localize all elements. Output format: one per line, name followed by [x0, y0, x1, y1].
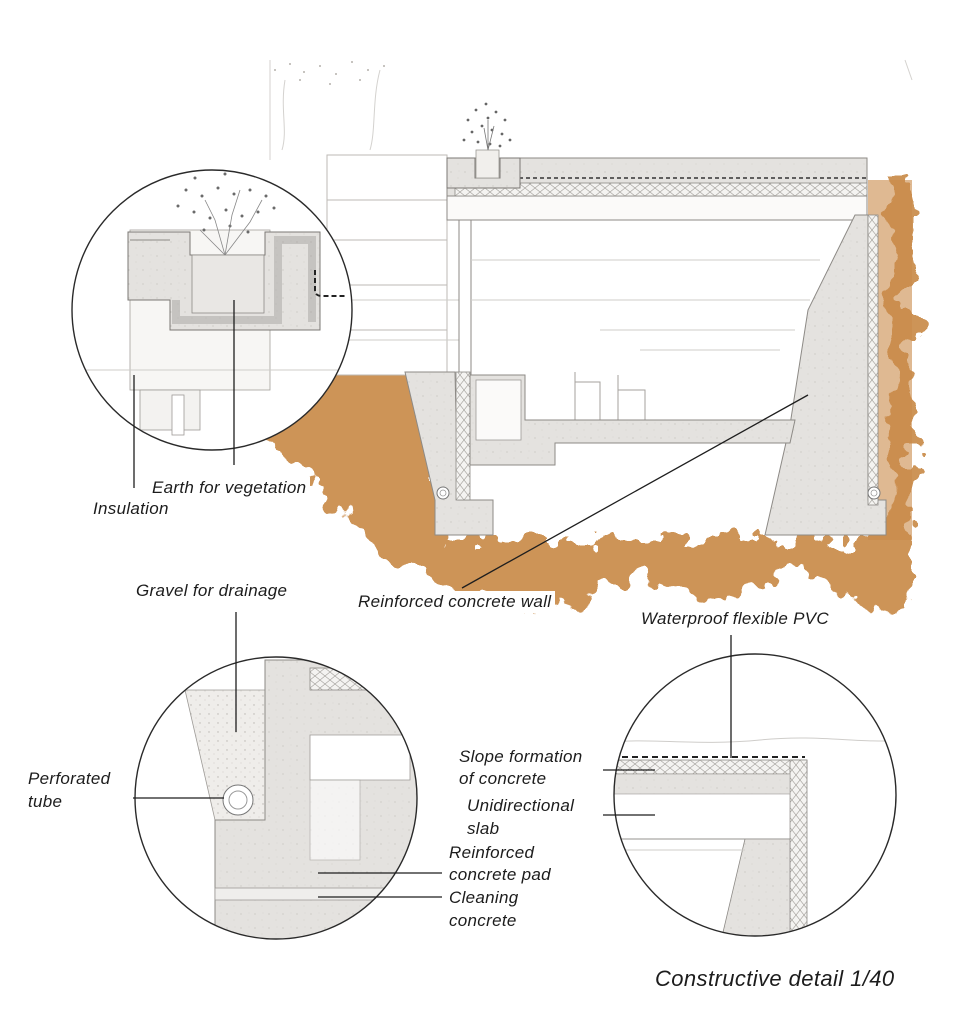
label-reinforced-concrete-pad-line1: Reinforced: [449, 843, 535, 862]
label-cleaning-concrete-line1: Cleaning: [449, 888, 519, 907]
roof-vegetation: [463, 103, 512, 148]
main-section: [262, 60, 912, 615]
label-insulation: Insulation: [93, 499, 169, 518]
label-unidirectional-slab-line2: slab: [467, 819, 500, 838]
detail-circle-roof-edge: [612, 652, 902, 945]
label-unidirectional-slab-line1: Unidirectional: [467, 796, 575, 815]
roof-planter: [447, 103, 520, 188]
label-perforated-tube-line1: Perforated: [28, 769, 111, 788]
detail-circle-footing: [130, 655, 425, 945]
drawing-caption: Constructive detail 1/40: [655, 966, 895, 991]
label-earth-for-vegetation: Earth for vegetation: [148, 477, 310, 499]
label-cleaning-concrete-line2: concrete: [449, 911, 517, 930]
label-waterproof-flexible-pvc: Waterproof flexible PVC: [637, 608, 833, 630]
background-sketch: [270, 60, 912, 160]
label-slope-formation-line1: Slope formation: [459, 747, 583, 766]
label-perforated-tube-line2: tube: [28, 792, 63, 811]
label-reinforced-concrete-wall: Reinforced concrete wall: [354, 591, 555, 613]
label-reinforced-concrete-pad-line2: concrete pad: [449, 865, 551, 884]
label-slope-formation-line2: of concrete: [459, 769, 547, 788]
label-gravel-for-drainage: Gravel for drainage: [136, 581, 288, 600]
tree-canopy-sketch: [274, 61, 385, 85]
